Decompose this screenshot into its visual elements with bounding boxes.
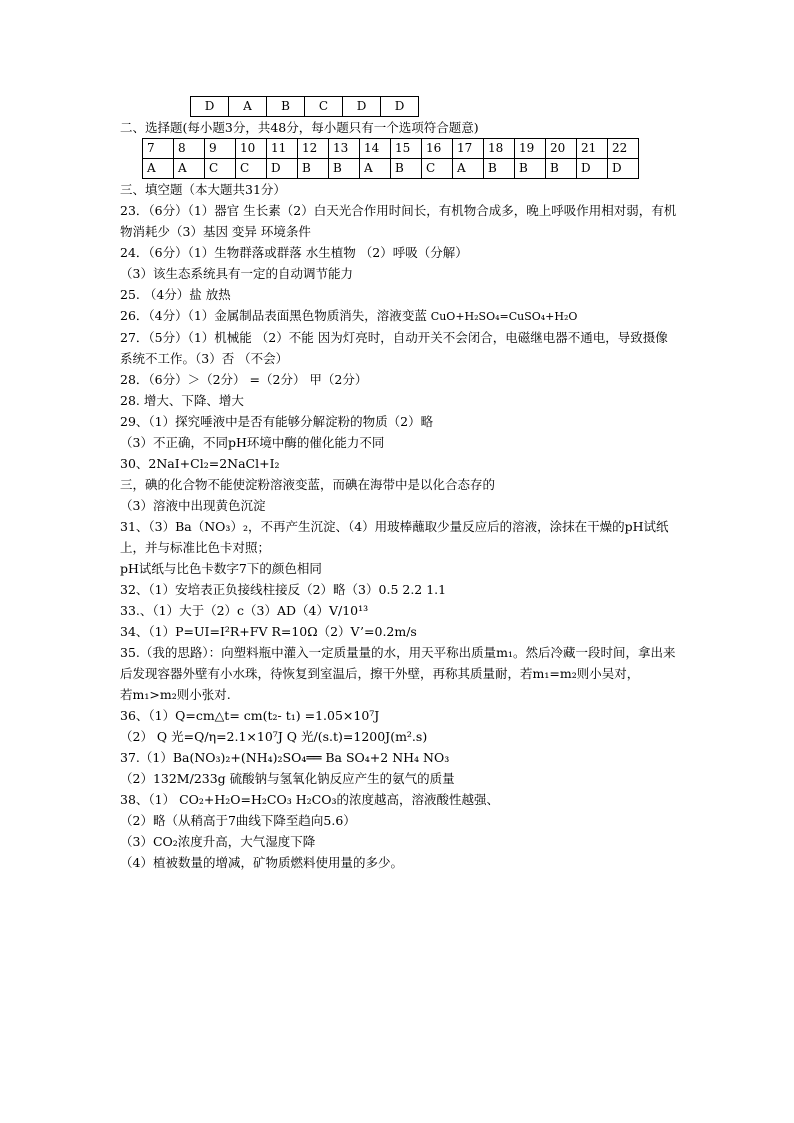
question-number: 10: [236, 139, 267, 159]
answer-cell: A: [174, 159, 205, 179]
answer-cell: A: [143, 159, 174, 179]
answer-34: 34、（1）P=UI=I²R+FV R=10Ω（2）V’=0.2m/s: [120, 624, 417, 639]
answer-23: 23．（6分）（1）器官 生长素（2）白天光合作用时间长，有机物合成多，晚上呼吸作用相对弱，有机物消耗少（3）基因 变异 环境条件: [120, 203, 677, 239]
question-number: 21: [577, 139, 608, 159]
answer-35-line-4: 若m₁>m₂则小张对.: [120, 687, 231, 702]
answer-28-line-2: 28. 增大、下降、增大: [120, 393, 244, 408]
question-number: 9: [205, 139, 236, 159]
question-number: 12: [298, 139, 329, 159]
answer-cell: C: [305, 97, 343, 117]
answer-31: 31、（3）Ba（NO₃）₂，不再产生沉淀、（4）用玻棒蘸取少量反应后的溶液，涂抹在干燥的pH试纸上，并与标准比色卡对照；: [120, 519, 669, 555]
answer-cell: A: [360, 159, 391, 179]
answer-cell: A: [453, 159, 484, 179]
answer-29-line-2: （3）不正确，不同pH环境中酶的催化能力不同: [120, 435, 385, 450]
answer-cell: D: [577, 159, 608, 179]
answer-cell: D: [191, 97, 229, 117]
answer-27: 27．（5分）（1）机械能 （2）不能 因为灯亮时，自动开关不会闭合，电磁继电器不通电，导致摄像系统不工作。（3）否 （不会）: [120, 330, 668, 366]
question-number: 17: [453, 139, 484, 159]
answer-cell: C: [422, 159, 453, 179]
answer-cell: D: [381, 97, 419, 117]
answer-37-line-1: 37.（1）Ba(NO₃)₂+(NH₄)₂SO₄══ Ba SO₄+2 NH₄ NO₃: [120, 750, 450, 765]
section-3-title: 三、填空题（本大题共31分）: [120, 182, 286, 197]
answer-row: [143, 159, 639, 179]
answer-38-line-3: （3）CO₂浓度升高，大气湿度下降: [120, 834, 316, 849]
answer-24-line-2: （3）该生态系统具有一定的自动调节能力: [120, 266, 353, 281]
answer-cell: B: [546, 159, 577, 179]
answer-cell: B: [267, 97, 305, 117]
answer-30-line-2: 三，碘的化合物不能使淀粉溶液变蓝，而碘在海带中是以化合态存的: [120, 477, 496, 492]
question-number-row: [143, 139, 639, 159]
answer-26-text: 26．（4分）（1）金属制品表面黑色物质消失，溶液变蓝: [120, 308, 431, 323]
answer-cell: C: [236, 159, 267, 179]
top-answer-table: [190, 96, 419, 117]
question-number: 18: [484, 139, 515, 159]
answer-38-line-4: （4）植被数量的增减，矿物质燃料使用量的多少。: [120, 855, 403, 870]
answer-35: 35.（我的思路）：向塑料瓶中灌入一定质量量的水，用天平称出质量m₁。然后冷藏一段时间，拿出来后发现容器外壁有小水珠，待恢复到室温后，擦干外壁，再称其质量耐，若m₁=m₂则小吴对，: [120, 645, 676, 681]
question-number: 7: [143, 139, 174, 159]
question-number: 15: [391, 139, 422, 159]
question-number: 22: [608, 139, 639, 159]
answer-38-line-2: （2）略（从稍高于7曲线下降至趋向5.6）: [120, 813, 356, 828]
question-number: 13: [329, 139, 360, 159]
answer-37-line-2: （2）132M/233g 硫酸钠与氢氧化钠反应产生的氨气的质量: [120, 771, 455, 786]
answer-cell: B: [484, 159, 515, 179]
answer-30-line-3: （3）溶液中出现黄色沉淀: [120, 498, 266, 513]
answer-cell: A: [229, 97, 267, 117]
question-number: 19: [515, 139, 546, 159]
answer-30-line-1: 30、2NaI+Cl₂=2NaCl+I₂: [120, 456, 280, 471]
answer-29-line-1: 29、（1）探究唾液中是否有能够分解淀粉的物质（2）略: [120, 414, 434, 429]
answer-cell: B: [298, 159, 329, 179]
answer-36-line-2: （2） Q 光=Q/η=2.1×10⁷J Q 光/(s.t)=1200J(m².s): [120, 729, 428, 744]
answer-38-line-1: 38、（1） CO₂+H₂O=H₂CO₃ H₂CO₃的浓度越高，溶液酸性越强、: [120, 792, 499, 807]
answer-cell: D: [267, 159, 298, 179]
question-number: 16: [422, 139, 453, 159]
answer-cell: C: [205, 159, 236, 179]
selection-answer-table: [142, 138, 639, 179]
answer-cell: D: [343, 97, 381, 117]
answer-cell: B: [391, 159, 422, 179]
answer-24-line-1: 24．（6分）（1）生物群落或群落 水生植物 （2）呼吸（分解）: [120, 245, 468, 260]
answer-cell: B: [329, 159, 360, 179]
answer-36-line-1: 36、（1）Q=cm△t= cm(t₂- t₁) =1.05×10⁷J: [120, 708, 380, 723]
answer-cell: B: [515, 159, 546, 179]
answer-33: 33.、（1）大于（2）c（3）AD（4）V/10¹³: [120, 603, 369, 618]
question-number: 11: [267, 139, 298, 159]
answer-26-equation: CuO+H₂SO₄=CuSO₄+H₂O: [430, 310, 578, 323]
answer-25: 25. （4分）盐 放热: [120, 287, 231, 302]
question-number: 8: [174, 139, 205, 159]
answer-28-line-1: 28．（6分）＞（2分） =（2分） 甲（2分）: [120, 372, 368, 387]
answer-31-line-3: pH试纸与比色卡数字7下的颜色相同: [120, 561, 322, 576]
answer-32: 32、（1）安培表正负接线柱接反（2）略（3）0.5 2.2 1.1: [120, 582, 447, 597]
section-2-title: 二、选择题(每小题3分，共48分，每小题只有一个选项符合题意): [120, 120, 479, 135]
question-number: 14: [360, 139, 391, 159]
answer-26: [120, 305, 680, 327]
answer-cell: D: [608, 159, 639, 179]
answer-sheet: [120, 96, 680, 873]
question-number: 20: [546, 139, 577, 159]
